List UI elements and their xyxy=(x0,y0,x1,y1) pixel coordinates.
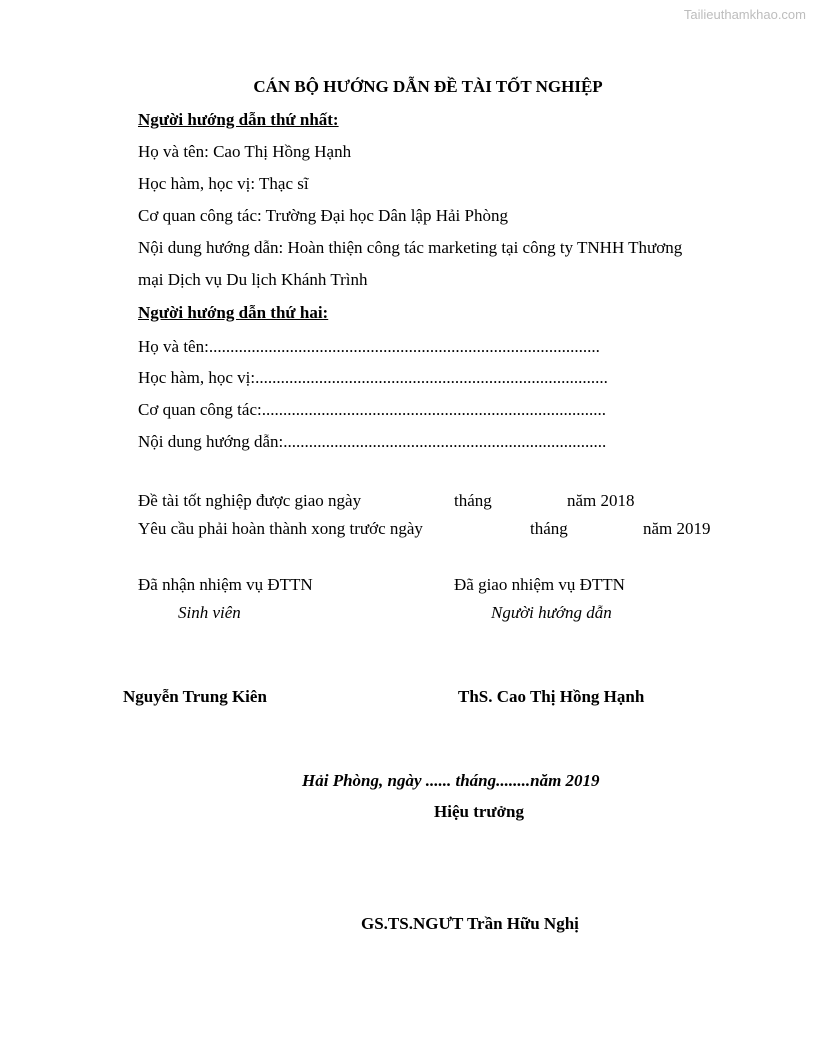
place-date: Hải Phòng, ngày ...... tháng........năm 2019 xyxy=(302,771,600,790)
advisor2-workplace: Cơ quan công tác:................................................................................. xyxy=(138,400,606,419)
advisor1-content-line1: Nội dung hướng dẫn: Hoàn thiện công tác marketing tại công ty TNHH Thương xyxy=(138,238,683,257)
advisor1-name: Họ và tên: Cao Thị Hồng Hạnh xyxy=(138,142,352,161)
assigned-date-label: Đề tài tốt nghiệp được giao ngày xyxy=(138,491,362,510)
student-name: Nguyễn Trung Kiên xyxy=(123,687,267,706)
rector-title: Hiệu trưởng xyxy=(434,802,524,821)
due-month-label: tháng xyxy=(530,519,568,538)
student-received-label: Đã nhận nhiệm vụ ĐTTN xyxy=(138,575,313,594)
assigned-month-label: tháng xyxy=(454,491,492,510)
page-title: CÁN BỘ HƯỚNG DẪN ĐỀ TÀI TỐT NGHIỆP xyxy=(253,77,603,96)
advisor2-heading: Người hướng dẫn thứ hai: xyxy=(138,303,329,322)
advisor-name: ThS. Cao Thị Hồng Hạnh xyxy=(458,687,645,706)
student-role: Sinh viên xyxy=(178,603,241,622)
advisor-role: Người hướng dẫn xyxy=(491,603,612,622)
advisor1-content-line2: mại Dịch vụ Du lịch Khánh Trình xyxy=(138,270,368,289)
advisor2-degree: Học hàm, học vị:................................................................................... xyxy=(138,368,608,387)
assigned-year-label: năm 2018 xyxy=(567,491,635,510)
advisor1-heading: Người hướng dẫn thứ nhất: xyxy=(138,110,339,129)
watermark: Tailieuthamkhao.com xyxy=(683,7,806,22)
rector-name: GS.TS.NGƯT Trần Hữu Nghị xyxy=(361,914,579,933)
advisor2-content: Nội dung hướng dẫn:............................................................................ xyxy=(138,432,607,451)
advisor1-degree: Học hàm, học vị: Thạc sĩ xyxy=(138,174,309,193)
due-date-label: Yêu cầu phải hoàn thành xong trước ngày xyxy=(138,519,423,538)
due-year-label: năm 2019 xyxy=(643,519,711,538)
advisor1-workplace: Cơ quan công tác: Trường Đại học Dân lập Hải Phòng xyxy=(138,206,508,225)
advisor-assigned-label: Đã giao nhiệm vụ ĐTTN xyxy=(454,575,625,594)
advisor2-name: Họ và tên:............................................................................................ xyxy=(138,337,600,356)
